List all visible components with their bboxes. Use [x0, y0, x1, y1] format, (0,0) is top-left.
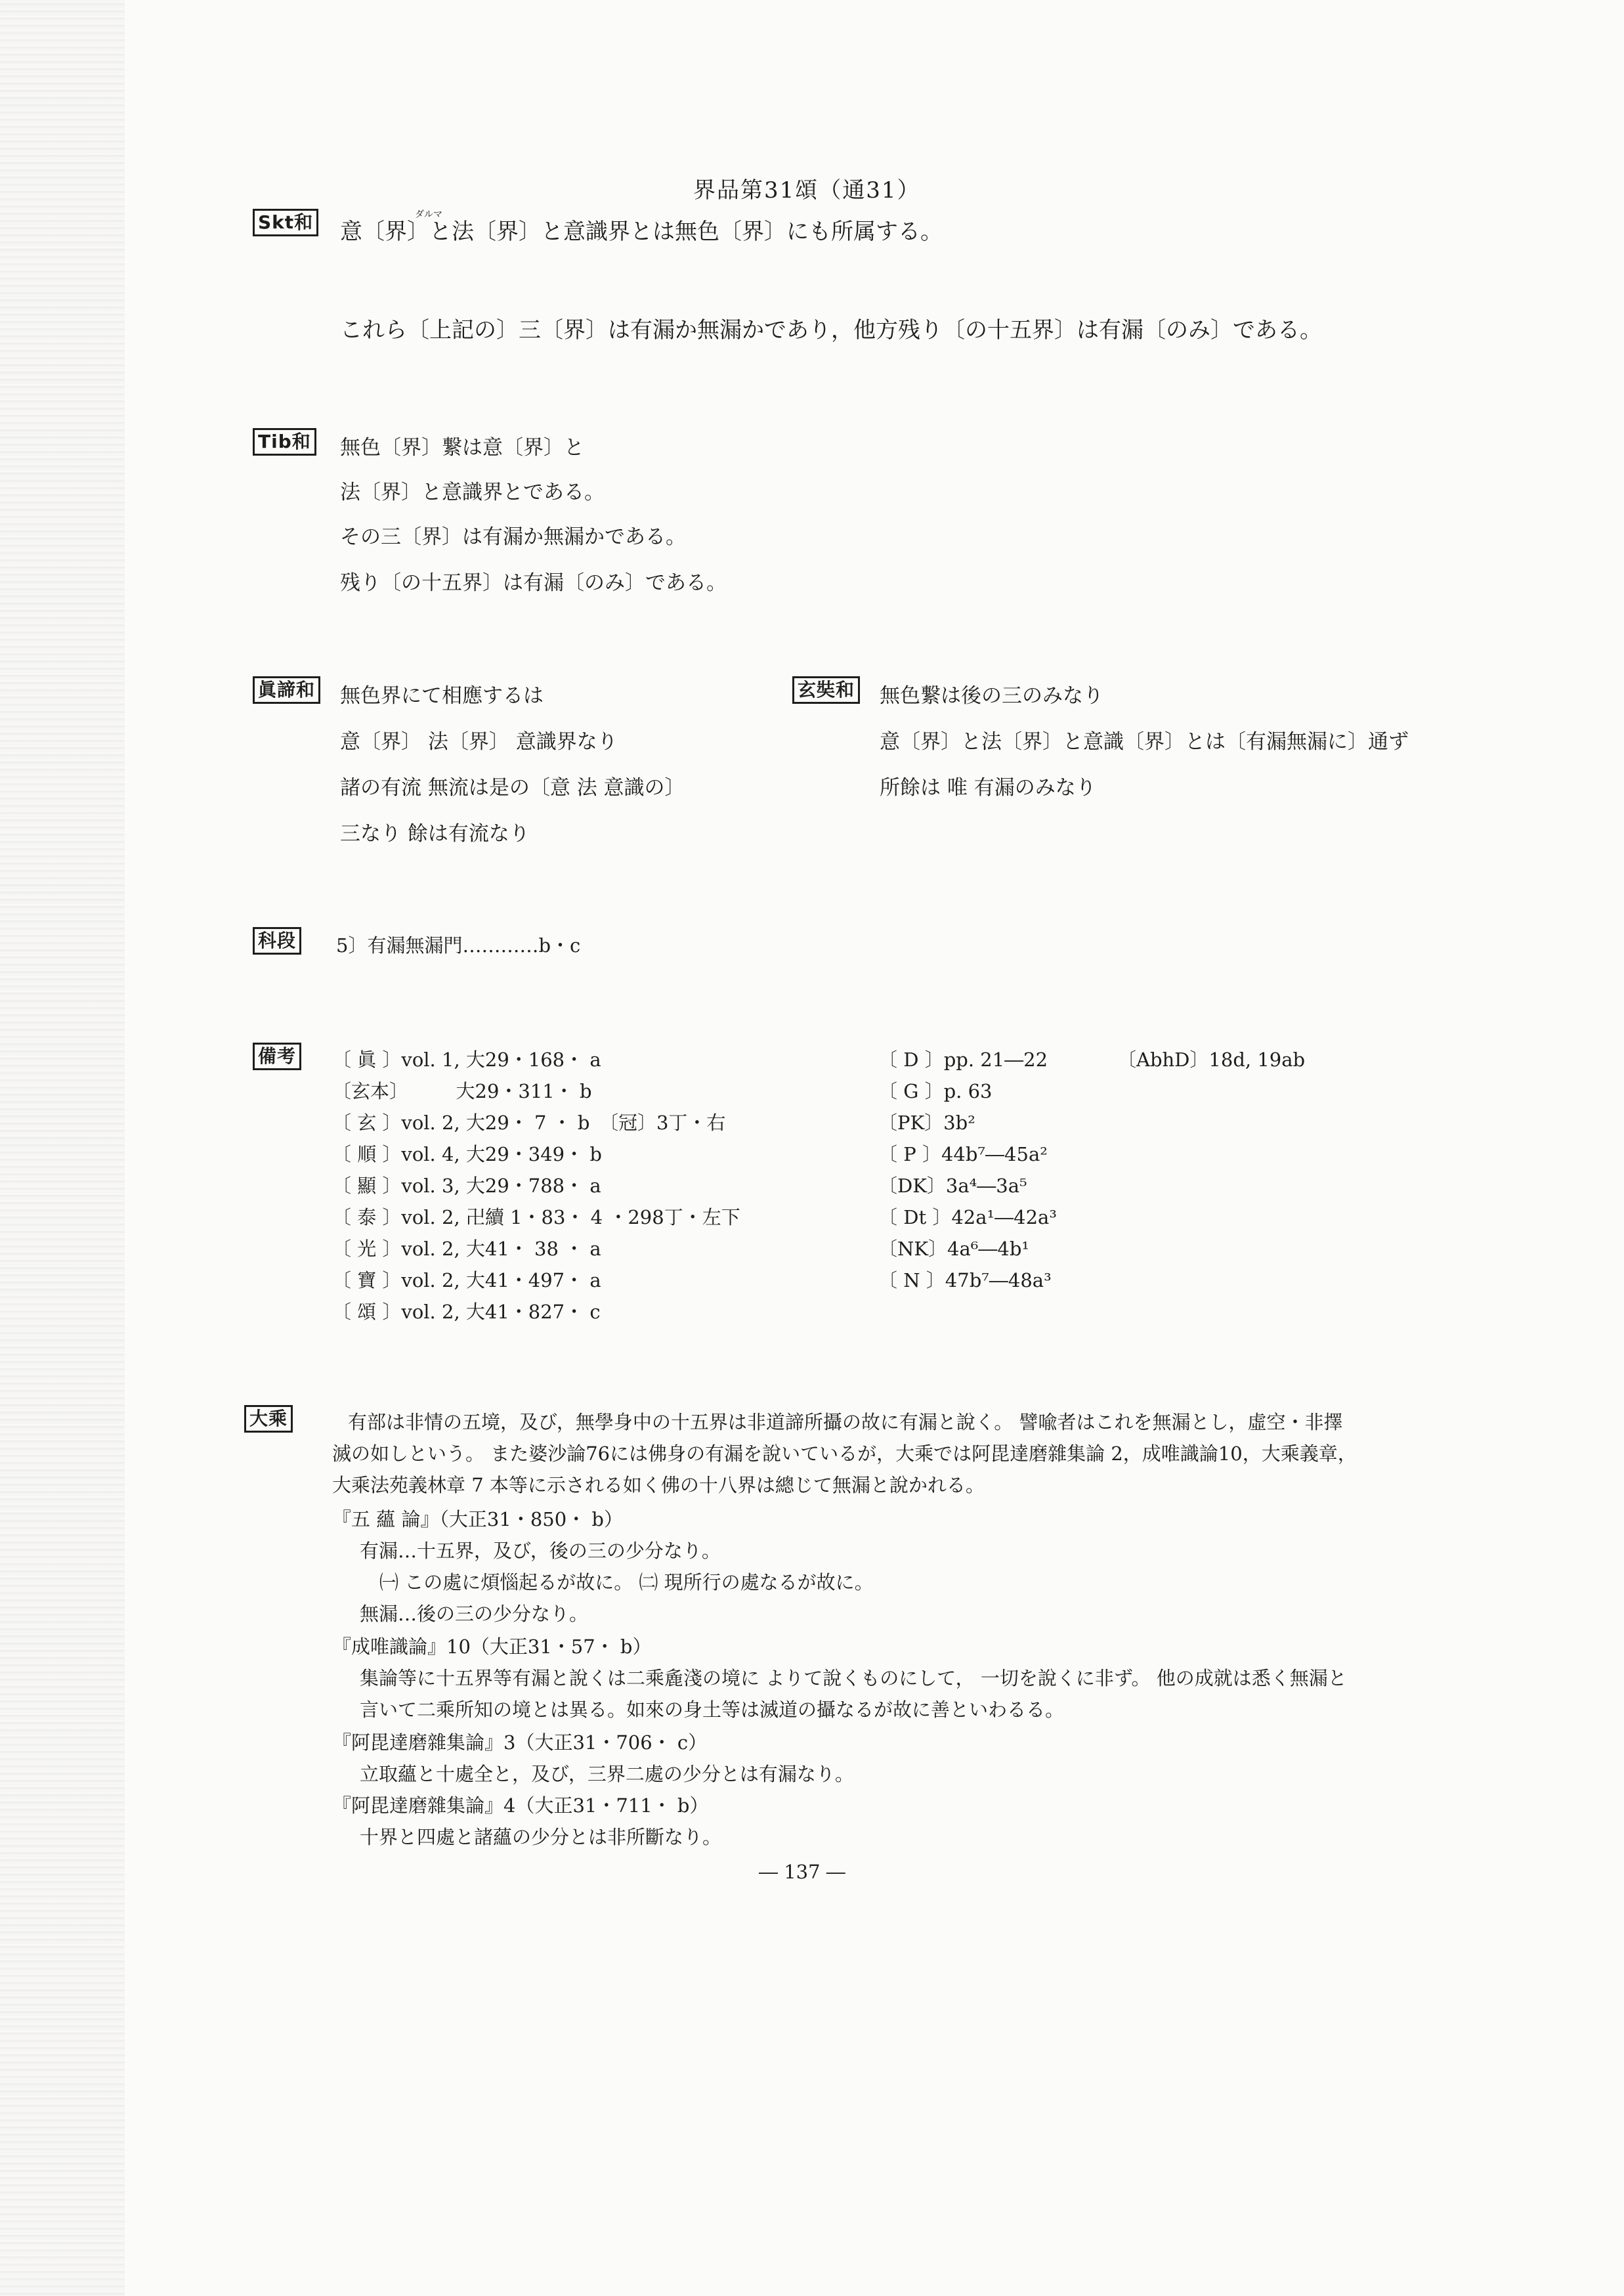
biko-ref-ko: 〔 光 〕vol. 2, 大41・ 38 ・ a	[332, 1238, 601, 1260]
biko-ref-abhd: 〔AbhD〕18d, 19ab	[1117, 1049, 1306, 1071]
ruby-dharma: ダルマ	[415, 209, 442, 220]
daijo-para-line-1: 有部は非情の五境，及び，無學身中の十五界は非道諦所攝の故に有漏と說く。 譬喩者はこれを無漏とし，虛空・非擇	[348, 1411, 1343, 1433]
biko-ref-genpon: 〔玄本〕 大29・311・ b	[332, 1080, 592, 1102]
genjo-line-3: 所餘は 唯 有漏のみなり	[880, 776, 1096, 800]
biko-ref-nk: 〔NK〕4a⁶―4b¹	[878, 1238, 1030, 1260]
skt-line-2: これら〔上記の〕三〔界〕は有漏か無漏かであり，他方残り〔の十五界〕は有漏〔のみ〕である。	[340, 317, 1322, 343]
goun-line-2: ㈠ この處に煩惱起るが故に。 ㈡ 現所行の處なるが故に。	[379, 1571, 874, 1593]
biko-ref-ju: 〔 頌 〕vol. 2, 大41・827・ c	[332, 1301, 601, 1323]
zasshu-3-line-1: 立取蘊と十處全と，及び，三界二處の少分とは有漏なり。	[360, 1763, 854, 1785]
label-kadan: 科段	[253, 927, 301, 955]
biko-ref-n: 〔 N 〕47b⁷―48a³	[878, 1269, 1052, 1291]
source-title-zasshu-3: 『阿毘達磨雜集論』3（大正31・706・ c）	[332, 1731, 708, 1754]
label-skt: Skt和	[253, 209, 318, 236]
source-title-goun: 『五 蘊 論』（大正31・850・ b）	[332, 1508, 623, 1530]
biko-ref-shin: 〔 眞 〕vol. 1, 大29・168・ a	[332, 1049, 601, 1071]
label-genjo: 玄奘和	[792, 676, 860, 704]
tib-line-2: 法〔界〕と意識界とである。	[340, 481, 605, 504]
shintai-line-1: 無色界にて相應するは	[340, 684, 544, 708]
biko-ref-ken: 〔 顯 〕vol. 3, 大29・788・ a	[332, 1175, 601, 1197]
shintai-line-2: 意〔界〕 法〔界〕 意識界なり	[340, 730, 618, 754]
tib-line-3: その三〔界〕は有漏か無漏かである。	[340, 525, 686, 549]
shintai-line-3: 諸の有流 無流は是の〔意 法 意識の〕	[340, 776, 685, 800]
label-daijo: 大乘	[244, 1405, 293, 1433]
biko-ref-dt: 〔 Dt 〕42a¹―42a³	[878, 1206, 1057, 1228]
biko-ref-tai: 〔 泰 〕vol. 2, 卍續 1・83・ 4 ・298丁・左下	[332, 1206, 740, 1228]
page-number: ― 137 ―	[759, 1861, 845, 1883]
biko-ref-pk: 〔PK〕3b²	[878, 1112, 975, 1134]
goun-line-3: 無漏…後の三の少分なり。	[360, 1603, 589, 1625]
goun-line-1: 有漏…十五界，及び，後の三の少分なり。	[360, 1540, 721, 1562]
daijo-para-line-3: 大乘法苑義林章 7 本等に示される如く佛の十八界は總じて無漏と說かれる。	[332, 1474, 985, 1496]
joyuishiki-line-1: 集論等に十五界等有漏と說くは二乘麁淺の境に よりて說くものにして， 一切を說くに非ず。 他の成就は悉く無漏と	[360, 1667, 1347, 1689]
label-biko: 備考	[253, 1043, 301, 1070]
skt-line-1: 意〔界〕と法〔界〕と意識界とは無色〔界〕にも所属する。	[340, 219, 943, 245]
tib-line-1: 無色〔界〕繋は意〔界〕と	[340, 436, 584, 460]
biko-ref-ho: 〔 寶 〕vol. 2, 大41・497・ a	[332, 1269, 601, 1291]
tib-line-4: 残り〔の十五界〕は有漏〔のみ〕である。	[340, 571, 727, 595]
biko-ref-g: 〔 G 〕p. 63	[878, 1080, 993, 1102]
daijo-para-line-2: 滅の如しという。 また婆沙論76には佛身の有漏を說いているが，大乘では阿毘達磨雜集論 2，成唯識論10，大乘義章，	[332, 1442, 1357, 1465]
genjo-line-1: 無色繋は後の三のみなり	[880, 684, 1103, 708]
label-tib: Tib和	[253, 428, 316, 456]
zasshu-4-line-1: 十界と四處と諸蘊の少分とは非所斷なり。	[360, 1826, 722, 1848]
source-title-joyuishiki: 『成唯識論』10（大正31・57・ b）	[332, 1635, 652, 1658]
page-title: 界品第31頌（通31）	[693, 177, 921, 204]
biko-ref-jun: 〔 順 〕vol. 4, 大29・349・ b	[332, 1143, 602, 1165]
scan-edge-shading	[0, 0, 125, 2296]
biko-ref-p: 〔 P 〕44b⁷―45a²	[878, 1143, 1048, 1165]
source-title-zasshu-4: 『阿毘達磨雜集論』4（大正31・711・ b）	[332, 1794, 709, 1817]
genjo-line-2: 意〔界〕と法〔界〕と意識〔界〕とは〔有漏無漏に〕通ず	[880, 730, 1409, 754]
kadan-text: 5〕有漏無漏門…………b・c	[336, 934, 581, 957]
shintai-line-4: 三なり 餘は有流なり	[340, 822, 530, 846]
label-shintai: 眞諦和	[253, 676, 320, 704]
biko-ref-d: 〔 D 〕pp. 21―22	[878, 1049, 1048, 1071]
biko-ref-dk: 〔DK〕3a⁴―3a⁵	[878, 1175, 1027, 1197]
joyuishiki-line-2: 言いて二乘所知の境とは異る。如來の身土等は滅道の攝なるが故に善といわるる。	[360, 1699, 1065, 1721]
biko-ref-gen: 〔 玄 〕vol. 2, 大29・ 7 ・ b 〔冠〕3丁・右	[332, 1112, 726, 1134]
